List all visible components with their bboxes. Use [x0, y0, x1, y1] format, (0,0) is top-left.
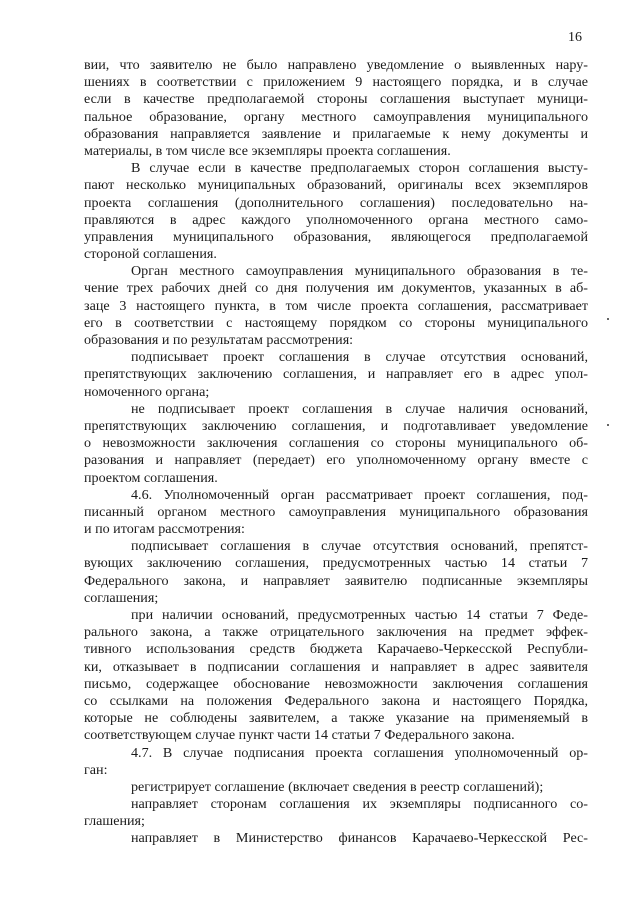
text-line: шениях в соответствии с приложением 9 настоящего порядка, и в случае	[84, 74, 588, 91]
page-number: 16	[568, 30, 582, 45]
body-text	[84, 57, 588, 848]
text-line: подписывает проект соглашения в случае отсутствия оснований,	[131, 349, 588, 366]
text-line: заце 3 настоящего пункта, в том числе проекта соглашения, рассматривает	[84, 297, 588, 314]
text-line: вии, что заявителю не было направлено уведомление о выявленных нару-	[84, 57, 588, 73]
text-line: пальное образование, органу местного самоуправления муниципального	[84, 108, 588, 125]
text-line: тивного использования средств бюджета Карачаево-Черкесской Республи-	[84, 641, 588, 658]
text-line: глашения;	[84, 813, 145, 830]
text-line: не подписывает проект соглашения в случае наличия оснований,	[131, 400, 588, 417]
text-line: образования и по результатам рассмотрения:	[84, 332, 354, 348]
text-line: о невозможности заключения соглашения со стороны муниципального об-	[84, 435, 588, 452]
text-line: номоченного органа;	[84, 383, 210, 400]
text-line: направляет сторонам соглашения их экземпляры подписанного со-	[131, 796, 588, 813]
text-line: подписывает соглашения в случае отсутствия оснований, препятст-	[131, 538, 588, 555]
text-line: 4.6. Уполномоченный орган рассматривает проект соглашения, под-	[131, 486, 588, 503]
scan-speck	[607, 318, 609, 320]
text-line: со ссылками на положения Федерального закона и настоящего Порядка,	[84, 692, 588, 709]
text-line: ки, отказывает в подписании соглашения и направляет в адрес заявителя	[84, 658, 588, 675]
text-line: соответствующем случае пункт части 14 статьи 7 Федерального закона.	[84, 727, 515, 744]
text-line: чение трех рабочих дней со дня получения им документов, указанных в аб-	[84, 280, 588, 297]
text-line: правляются в адрес каждого уполномоченного органа местного само-	[84, 211, 588, 228]
text-line: препятствующих заключению соглашения, и направляет его в адрес упол-	[84, 366, 588, 383]
text-line: писанный органом местного самоуправления муниципального образования	[84, 503, 588, 520]
text-line: рального закона, а также отрицательного заключения на предмет эффек-	[84, 624, 588, 641]
text-line: при наличии оснований, предусмотренных частью 14 статьи 7 Феде-	[131, 607, 588, 623]
text-line: которые не соблюдены заявителем, а также указание на применяемый в	[84, 710, 588, 727]
text-line: Федерального закона, и направляет заявителю подписанные экземпляры	[84, 572, 588, 589]
text-line: и по итогам рассмотрения:	[84, 521, 245, 538]
text-line: образования направляется заявление и прилагаемые к нему документы и	[84, 125, 588, 142]
scan-speck	[607, 424, 609, 426]
text-line: В случае если в качестве предполагаемых сторон соглашения высту-	[131, 160, 588, 177]
text-line: управления муниципального образования, являющегося предполагаемой	[84, 228, 588, 245]
text-line: пают несколько муниципальных образований, оригиналы всех экземпляров	[84, 177, 588, 194]
text-line: проекта соглашения (дополнительного соглашения) последовательно на-	[84, 194, 588, 211]
text-line: Орган местного самоуправления муниципального образования в те-	[131, 263, 588, 280]
text-line: материалы, в том числе все экземпляры проекта соглашения.	[84, 142, 451, 159]
text-line: ган:	[84, 761, 108, 778]
text-line: проектом соглашения.	[84, 469, 218, 486]
text-line: регистрирует соглашение (включает сведения в реестр соглашений);	[131, 778, 544, 795]
text-line: если в качестве предполагаемой стороны соглашения выступает муници-	[84, 91, 588, 108]
text-line: 4.7. В случае подписания проекта соглашения уполномоченный ор-	[131, 744, 588, 761]
text-line: его в соответствии с настоящему порядком со стороны муниципального	[84, 314, 588, 331]
text-line: направляет в Министерство финансов Карачаево-Черкесской Рес-	[131, 830, 588, 847]
text-line: разования и направляет (передает) его уполномоченному органу вместе с	[84, 452, 588, 469]
text-line: препятствующих заключению соглашения, и подготавливает уведомление	[84, 417, 588, 434]
text-line: вующих заключению соглашения, предусмотренных частью 14 статьи 7	[84, 555, 588, 572]
text-line: стороной соглашения.	[84, 246, 217, 263]
text-line: письмо, содержащее обоснование невозможности заключения соглашения	[84, 675, 588, 692]
text-line: соглашения;	[84, 589, 159, 606]
